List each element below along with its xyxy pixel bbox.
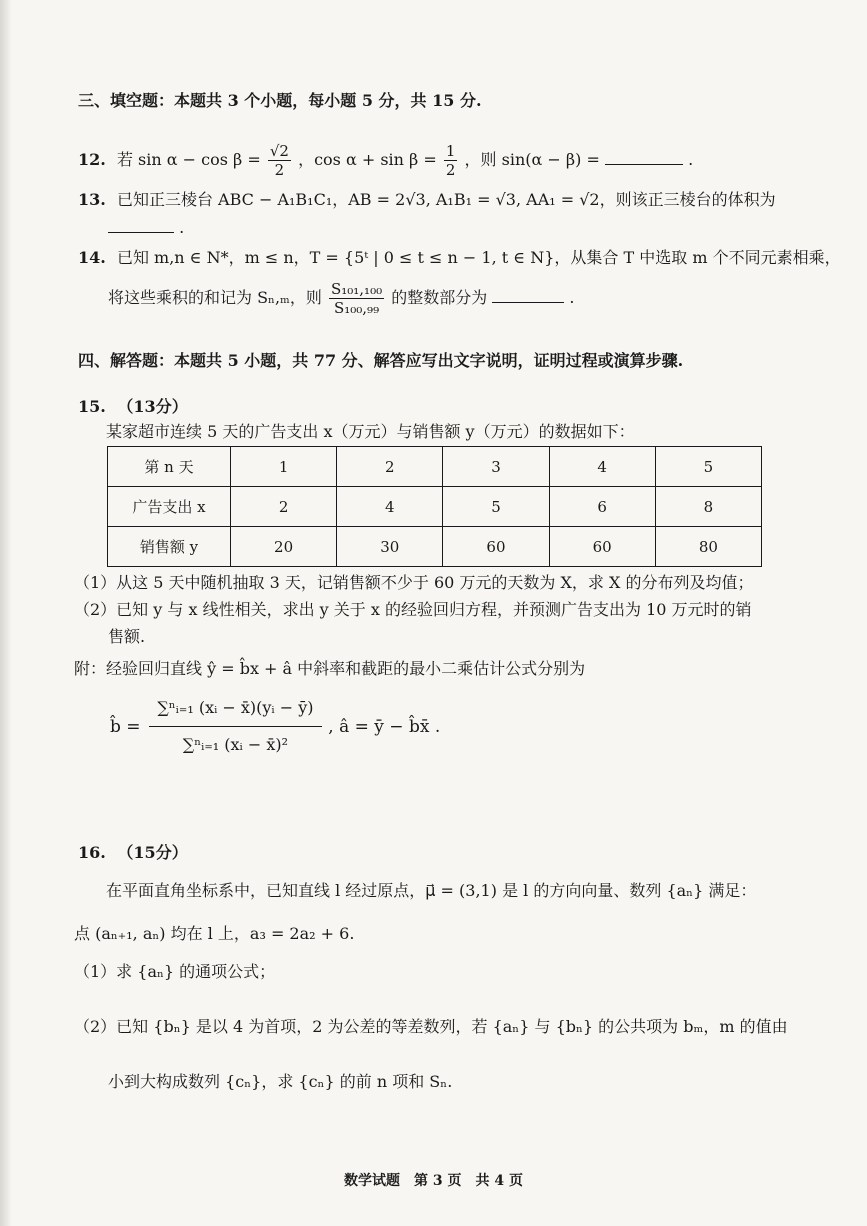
- question-14-line2: [108, 280, 574, 317]
- q14-line2-b: 的整数部分为: [391, 288, 488, 307]
- table-cell: 3: [443, 447, 549, 487]
- question-14: [78, 247, 841, 269]
- table-cell: 80: [655, 527, 761, 567]
- q12-fraction-2: [444, 142, 458, 179]
- fraction-denominator: 2: [445, 161, 456, 179]
- question-16-header: [78, 842, 188, 864]
- row-label: 销售额 y: [108, 527, 231, 567]
- row-label: 第 n 天: [108, 447, 231, 487]
- table-cell: 4: [337, 487, 443, 527]
- row-label: 广告支出 x: [108, 487, 231, 527]
- q15-intro: 某家超市连续 5 天的广告支出 x（万元）与销售额 y（万元）的数据如下：: [106, 422, 635, 441]
- q12-period: .: [688, 150, 694, 169]
- q15-appendix: 附：经验回归直线 ŷ = b̂x + â 中斜率和截距的最小二乘估计公式分别为: [74, 659, 586, 678]
- table-cell: 8: [655, 487, 761, 527]
- table-cell: 60: [549, 527, 655, 567]
- question-number: 15.: [78, 397, 106, 416]
- answer-blank[interactable]: [492, 286, 564, 303]
- question-number: 16.: [78, 843, 106, 862]
- question-13: [78, 189, 776, 211]
- question-number: 14.: [78, 248, 106, 267]
- table-cell: 1: [231, 447, 337, 487]
- formula-lhs: b̂ =: [110, 716, 141, 737]
- q12-text-c: ，则 sin(α − β) =: [464, 150, 600, 169]
- q14-line2-a: 将这些乘积的和记为 Sₙ,ₘ，则: [108, 288, 322, 307]
- regression-formula: [110, 690, 440, 763]
- answer-blank[interactable]: [605, 148, 683, 165]
- table-row: [108, 487, 762, 527]
- q13-period: .: [179, 218, 185, 237]
- fraction-denominator: 2: [274, 161, 285, 179]
- q15-part2-b: 售额.: [108, 627, 146, 646]
- question-13-line2: [108, 216, 184, 239]
- scan-shadow: [0, 0, 12, 1226]
- formula-rhs: , â = ȳ − b̂x̄ .: [328, 716, 441, 737]
- q14-period: .: [569, 288, 575, 307]
- q16-part2-b: 小到大构成数列 {cₙ}，求 {cₙ} 的前 n 项和 Sₙ.: [108, 1072, 453, 1091]
- table-cell: 5: [655, 447, 761, 487]
- fraction-numerator: S₁₀₁,₁₀₀: [330, 280, 383, 298]
- q16-part2-a: （2）已知 {bₙ} 是以 4 为首项，2 为公差的等差数列，若 {aₙ} 与 {bₙ} 的公共项为 bₘ，m 的值由: [74, 1017, 788, 1036]
- q16-part1: （1）求 {aₙ} 的通项公式；: [74, 962, 276, 981]
- table-cell: 5: [443, 487, 549, 527]
- q15-part1: （1）从这 5 天中随机抽取 3 天，记销售额不少于 60 万元的天数为 X，求 X 的分布列及均值；: [74, 573, 754, 592]
- q15-part2-a: （2）已知 y 与 x 线性相关，求出 y 关于 x 的经验回归方程，并预测广告支出为 10 万元时的销: [74, 600, 752, 619]
- table-cell: 60: [443, 527, 549, 567]
- table-cell: 6: [549, 487, 655, 527]
- table-cell: 30: [337, 527, 443, 567]
- table-row: [108, 527, 762, 567]
- section4-heading: 四、解答题：本题共 5 小题，共 77 分、解答应写出文字说明，证明过程或演算步骤.: [78, 351, 684, 370]
- question-score: （15分）: [117, 843, 188, 862]
- q12-text-a: 若 sin α − cos β =: [116, 150, 261, 169]
- q14-line1: 已知 m,n ∈ N*，m ≤ n，T = {5ᵗ | 0 ≤ t ≤ n − 1, t ∈ N}，从集合 T 中选取 m 个不同元素相乘，: [116, 248, 841, 267]
- table-cell: 2: [231, 487, 337, 527]
- fraction-numerator: √2: [269, 142, 289, 160]
- fraction-numerator: ∑ⁿᵢ₌₁ (xᵢ − x̄)(yᵢ − ȳ): [149, 690, 321, 727]
- question-number: 13.: [78, 190, 106, 209]
- fraction-denominator: ∑ⁿᵢ₌₁ (xᵢ − x̄)²: [182, 735, 289, 754]
- question-12: [78, 142, 693, 179]
- q12-fraction-1: [268, 142, 291, 179]
- table-cell: 4: [549, 447, 655, 487]
- question-number: 12.: [78, 150, 106, 169]
- question-15-header: [78, 396, 188, 418]
- table-cell: 20: [231, 527, 337, 567]
- fraction-denominator: S₁₀₀,₉₉: [333, 299, 380, 317]
- q12-text-b: ，cos α + sin β =: [298, 150, 437, 169]
- q13-line1: 已知正三棱台 ABC − A₁B₁C₁，AB = 2√3, A₁B₁ = √3, AA₁ = √2，则该正三棱台的体积为: [116, 190, 776, 209]
- question-score: （13分）: [117, 397, 188, 416]
- page-footer: 数学试题 第 3 页 共 4 页: [344, 1173, 523, 1189]
- section3-heading: 三、填空题：本题共 3 个小题，每小题 5 分，共 15 分.: [78, 91, 482, 110]
- data-table: [107, 446, 762, 567]
- table-cell: 2: [337, 447, 443, 487]
- answer-blank[interactable]: [108, 216, 174, 233]
- q14-fraction: [329, 280, 384, 317]
- fraction-numerator: 1: [445, 142, 456, 160]
- table-row: [108, 447, 762, 487]
- q16-line1: 在平面直角坐标系中，已知直线 l 经过原点，μ⃗ = (3,1) 是 l 的方向向量、数列 {aₙ} 满足：: [106, 881, 757, 900]
- formula-fraction: [149, 690, 321, 763]
- q16-line2: 点 (aₙ₊₁, aₙ) 均在 l 上，a₃ = 2a₂ + 6.: [74, 924, 355, 943]
